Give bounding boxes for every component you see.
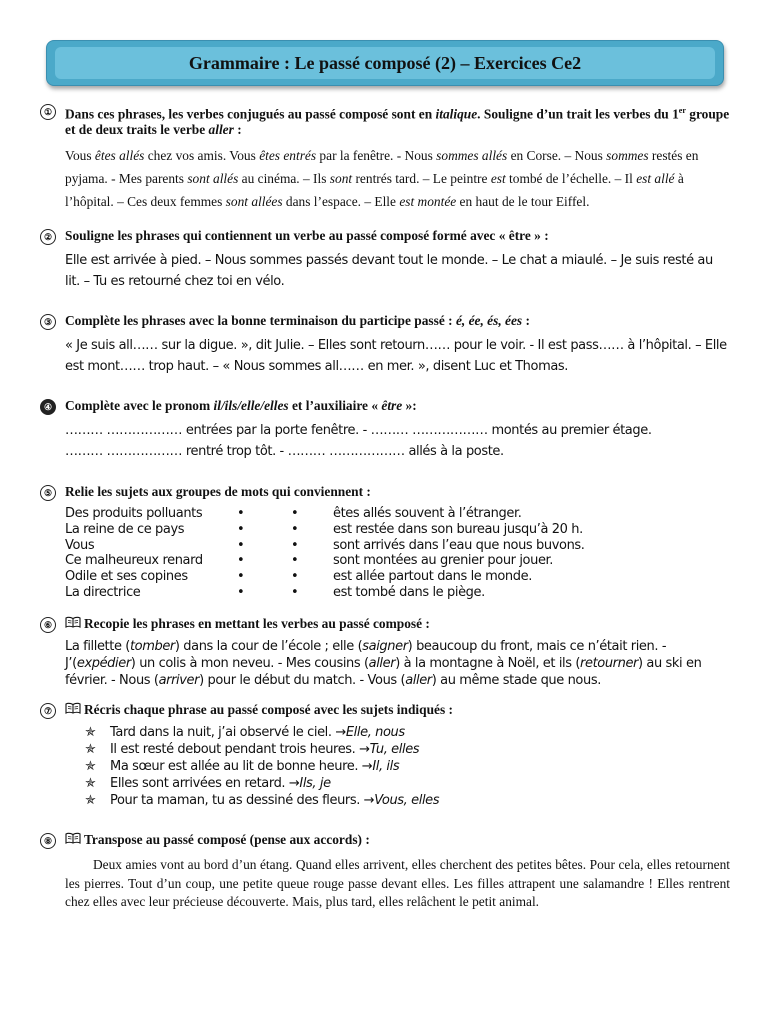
exercise-4-line-1: ……… ……………… entrées par la porte fenêtre. - ……… ……………… montés au premier étage. (65, 423, 652, 438)
match-dot-left[interactable]: • (237, 569, 245, 585)
match-dot-right[interactable]: • (291, 521, 299, 537)
matching-list (65, 506, 730, 601)
match-dot-left[interactable]: • (237, 584, 245, 600)
matching-row: Vous • • sont arrivés dans l’eau que nous buvons. (65, 537, 585, 553)
exercise-8 (40, 832, 730, 912)
list-item: ✯ Pour ta maman, tu as dessiné des fleurs. → Vous, elles (85, 793, 440, 808)
open-book-icon (65, 702, 81, 718)
matching-row: La directrice • • est tombé dans le piège. (65, 584, 485, 600)
exercise-4-line-2: ……… ……………… rentré trop tôt. - ……… ……………… allés à la poste. (65, 444, 504, 459)
match-dot-left[interactable]: • (237, 521, 245, 537)
match-dot-left[interactable]: • (237, 506, 245, 521)
exercise-2-text: Elle est arrivée à pied. – Nous sommes passés devant tout le monde. – Le chat a miaulé. – Je suis resté au lit. – Tu es retourné chez toi en vélo. (65, 253, 713, 289)
exercise-1 (40, 103, 730, 213)
exercise-number-4: ④ (40, 399, 56, 415)
exercise-number-2: ② (40, 229, 56, 245)
match-dot-right[interactable]: • (291, 569, 299, 585)
star-icon: ✯ (85, 742, 96, 757)
list-item: ✯ Tard dans la nuit, j’ai observé le ciel. → Elle, nous (85, 725, 405, 740)
sentence-list (85, 724, 730, 809)
page-title: Grammaire : Le passé composé (2) – Exercices Ce2 (188, 52, 582, 73)
exercise-number-7: ⑦ (40, 703, 56, 719)
exercise-8-text: Deux amies vont au bord d’un étang. Quand elles arrivent, elles cherchent des petites bêtes. Pour cela, elles retournent les pierres. Tout d’un coup, une petite queue rouge passe devant elles. Les filles attrapent une salamandre ! Elles rentrent chez elles avec leur précieuse découverte. Mais, plus tard, elles relâchent le petit animal. (65, 857, 730, 909)
exercise-number-6: ⑥ (40, 617, 56, 633)
exercise-7-instruction: Récris chaque phrase au passé composé avec les sujets indiqués : (65, 702, 730, 718)
star-icon: ✯ (85, 725, 96, 740)
exercise-1-instruction: Dans ces phrases, les verbes conjugués au passé composé sont en italique. Souligne d’un trait les verbes du 1er groupe et de deux traits le verbe aller : (65, 106, 730, 138)
exercise-3-instruction: Complète les phrases avec la bonne terminaison du participe passé : é, ée, és, ées : (65, 313, 530, 328)
exercise-number-8: ⑧ (40, 833, 56, 849)
exercise-2-instruction: Souligne les phrases qui contiennent un verbe au passé composé formé avec « être » : (65, 228, 549, 243)
exercise-number-3: ③ (40, 314, 56, 330)
match-dot-right[interactable]: • (291, 584, 299, 600)
matching-row: Odile et ses copines • • est allée partout dans le monde. (65, 569, 532, 585)
open-book-icon (65, 616, 81, 632)
star-icon: ✯ (85, 759, 96, 774)
exercise-8-instruction: Transpose au passé composé (pense aux accords) : (65, 832, 730, 848)
open-book-icon (65, 832, 81, 848)
exercise-5 (40, 484, 730, 601)
exercise-4-text (65, 420, 730, 462)
exercise-6-text: La fillette (tomber) dans la cour de l’école ; elle (saigner) beaucoup du front, mais ce n’était rien. - J’(expédier) un colis à mon neveu. - Mes cousins (aller) à la montagne à Noël, et ils (retourner) au ski en février. - Nous (arriver) pour le début du match. - Vous (aller) au même stade que nous. (65, 639, 702, 688)
matching-row: La reine de ce pays • • est restée dans son bureau jusqu’à 20 h. (65, 521, 583, 537)
exercise-2 (40, 228, 730, 292)
match-dot-right[interactable]: • (291, 537, 299, 553)
exercise-4-instruction: Complète avec le pronom il/ils/elle/elles et l’auxiliaire « être »: (65, 398, 417, 413)
match-dot-right[interactable]: • (291, 506, 299, 521)
match-dot-right[interactable]: • (291, 553, 299, 569)
matching-row: Ce malheureux renard • • sont montées au grenier pour jouer. (65, 553, 554, 569)
list-item: ✯ Ma sœur est allée au lit de bonne heure. → Il, ils (85, 759, 400, 774)
title-banner (46, 40, 724, 86)
exercise-7 (40, 702, 730, 809)
exercise-number-5: ⑤ (40, 485, 56, 501)
list-item: ✯ Elles sont arrivées en retard. → Ils, je (85, 776, 331, 791)
exercise-4 (40, 398, 730, 462)
match-dot-left[interactable]: • (237, 537, 245, 553)
list-item: ✯ Il est resté debout pendant trois heures. → Tu, elles (85, 742, 420, 757)
matching-row: Des produits polluants • • êtes allés souvent à l’étranger. (65, 506, 522, 521)
title-banner-inner (55, 47, 715, 79)
exercise-6 (40, 616, 730, 689)
star-icon: ✯ (85, 776, 96, 791)
match-dot-left[interactable]: • (237, 553, 245, 569)
exercise-number-1: ① (40, 104, 56, 120)
star-icon: ✯ (85, 793, 96, 808)
exercise-5-instruction: Relie les sujets aux groupes de mots qui conviennent : (65, 484, 371, 499)
exercise-3 (40, 313, 730, 377)
exercise-1-text: Vous êtes allés chez vos amis. Vous êtes entrés par la fenêtre. - Nous sommes allés en Corse. – Nous sommes restés en pyjama. - Mes parents sont allés au cinéma. – Ils sont rentrés tard. – Le peintre est tombé de l’échelle. – Il est allé à l’hôpital. – Ces deux femmes sont allées dans l’espace. – Elle est montée en haut de le tour Eiffel. (65, 148, 699, 210)
exercise-6-instruction: Recopie les phrases en mettant les verbes au passé composé : (65, 616, 730, 632)
exercise-3-text: « Je suis all…… sur la digue. », dit Julie. – Elles sont retourn…… pour le voir. - Il est pass…… à l’hôpital. – Elle est mont…… trop haut. – « Nous sommes all…… en mer. », disent Luc et Thomas. (65, 338, 727, 374)
